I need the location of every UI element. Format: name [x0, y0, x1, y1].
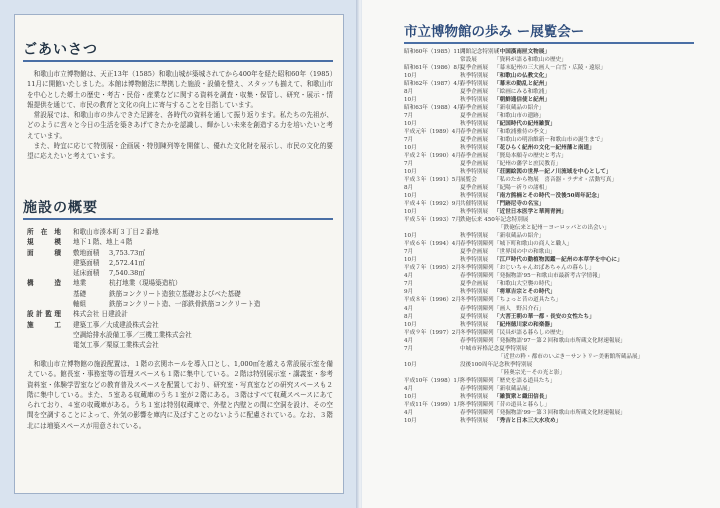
exhibition-type: 秋季特別展	[460, 393, 488, 400]
exhibition-type: 夏季企画展	[460, 113, 488, 120]
facility-row	[27, 299, 333, 309]
exhibition-title: 「幕末紀州の三大画人－白雪・広陵・遠原」	[494, 65, 606, 72]
exhibition-date: 7月	[404, 137, 414, 144]
facility-row	[27, 227, 333, 237]
exhibition-date: 4月	[404, 385, 414, 392]
exhibition-date: 昭和60年（1985）11月	[404, 49, 467, 55]
exhibition-type: 冬季特別陳列	[460, 265, 494, 272]
exhibition-date: 4月	[404, 273, 414, 280]
exhibition-title: 「近世日本医学と華岡青洲」	[494, 209, 567, 216]
exhibition-type: 秋季特別展	[460, 73, 488, 80]
exhibition-type: 春季特別陳列	[460, 385, 494, 392]
greeting-text	[27, 69, 333, 162]
exhibition-type: 共催特別展	[460, 201, 488, 208]
exhibition-row	[404, 152, 704, 160]
exhibition-title: 「画人 野呂介石」	[494, 305, 545, 312]
facility-heading	[23, 197, 333, 217]
exhibition-type: 夏季企画展	[460, 281, 488, 288]
exhibition-type: 春季特別陳列	[460, 305, 494, 312]
exhibition-row	[404, 224, 704, 232]
exhibition-row	[404, 353, 704, 361]
facility-value: 株式会社 日建設計	[73, 310, 128, 319]
exhibition-row	[404, 280, 704, 288]
greeting-paragraph: また、時宜に応じて特別展・企画展・特別陳列等を開催し、優れた文化財を展示し、市民の文化的要望に応えたいと考えています。	[27, 142, 333, 161]
exhibition-timeline	[404, 48, 704, 425]
right-page	[362, 0, 720, 508]
exhibition-date: 7月	[404, 249, 414, 256]
exhibition-type: 夏季企画展	[460, 161, 488, 168]
exhibition-type: 冬季特別陳列	[460, 297, 494, 304]
exhibition-type: 夏季特別展	[460, 313, 488, 320]
greeting-paragraph: 常設展では、和歌山市の歩んできた足跡を、各時代の資料を通して振り返ります。私たちの先祖が、どのように営々と今日の生活を築きあげてきたかを認識し、輝かしい未来を創造する力を培いたいと考えています。	[27, 111, 333, 140]
exhibition-date: 7月	[404, 281, 414, 288]
exhibition-type: 秋季特別展	[460, 257, 488, 264]
exhibition-title: 「民具が語る暮らしの歴史」	[494, 329, 567, 336]
facility-row	[27, 258, 333, 268]
exhibition-type: 春季特別陳列	[460, 337, 494, 344]
exhibition-type: 秋季特別展	[460, 121, 488, 128]
exhibition-title: 「世界国の中の和歌山」	[494, 249, 556, 256]
exhibition-type: 冬季特別陳列	[460, 377, 494, 384]
exhibition-date: 4月	[404, 409, 414, 416]
exhibition-type	[460, 369, 494, 377]
exhibition-type: 夏季企画展	[460, 89, 488, 96]
exhibition-row	[404, 321, 704, 329]
exhibition-title: 「新収蔵品の紹介」	[494, 105, 545, 112]
exhibition-type: 秋季特別展	[460, 145, 488, 152]
exhibition-title: 「和歌山市の遺跡」	[494, 113, 545, 120]
history-rule	[404, 42, 694, 44]
facility-value: 電気工事／栗原工業株式会社	[73, 341, 159, 350]
exhibition-title: 「陸奥宗光－その光と影」	[498, 369, 566, 376]
exhibition-title: 「新収蔵品の紹介」	[494, 233, 545, 240]
exhibition-row	[404, 192, 704, 200]
exhibition-title: 「新収蔵品展」	[494, 385, 534, 392]
exhibition-title: 「絵画にみる和歌浦」	[494, 89, 550, 96]
exhibition-row	[404, 401, 704, 409]
exhibition-type: 秋季特別展	[460, 233, 488, 240]
exhibition-type: 秋季特別展	[460, 97, 488, 104]
exhibition-type: 夏季企画展	[460, 137, 488, 144]
exhibition-row	[404, 272, 704, 280]
facility-value: 7,540.38㎡	[109, 269, 145, 278]
facility-value: 杭打地業（現場築造杭）	[109, 279, 182, 288]
facility-row	[27, 278, 333, 288]
exhibition-row	[404, 393, 704, 401]
exhibition-title: 「発掘物語'97－第２回和歌山市所蔵文化財速報展」	[494, 337, 626, 344]
exhibition-row	[404, 144, 704, 152]
exhibition-date: 平成７年（1995）2月	[404, 265, 461, 272]
exhibition-title: 「紀陽－祈りの諸相」	[494, 185, 550, 192]
exhibition-title: 「歴史を語る道具たち」	[494, 377, 556, 384]
exhibition-title: 「紀州徳川家の和楽器」	[494, 321, 556, 328]
facility-row	[27, 309, 333, 319]
exhibition-date: 4月	[404, 305, 414, 312]
facility-label: 所在地	[27, 228, 61, 236]
exhibition-row	[404, 385, 704, 393]
exhibition-title: 「城下町和歌山の商人と職人」	[494, 241, 573, 248]
exhibition-date: 平成11年（1999）1月	[404, 401, 463, 408]
exhibition-title: 「荘園絵図の世界－紀ノ川流域を中心として」	[494, 169, 612, 176]
facility-key: 地業	[73, 279, 87, 288]
exhibition-title: 「ちょっと昔の道具たち」	[494, 297, 562, 304]
facility-title: 施設の概要	[23, 200, 98, 216]
exhibition-row	[404, 305, 704, 313]
exhibition-title: 「大菩王朝の華一都・長安の女性たち」	[494, 313, 595, 320]
exhibition-date: 10月	[404, 257, 417, 264]
exhibition-date	[404, 224, 460, 232]
facility-table	[27, 227, 333, 351]
exhibition-row	[404, 88, 704, 96]
facility-key: 軸組	[73, 300, 87, 309]
exhibition-type: 夏季企画展	[460, 65, 488, 72]
left-page	[0, 0, 358, 508]
exhibition-type	[460, 353, 494, 361]
exhibition-date: 昭和61年（1986）8月	[404, 65, 463, 72]
exhibition-title: 「おじいちゃんおばあちゃんの暮らし」	[494, 265, 595, 272]
exhibition-title: 「近世の粋・都市のいぶき－サントリー美術館所蔵品展」	[498, 353, 644, 360]
greeting-rule	[23, 60, 333, 62]
exhibition-row	[404, 248, 704, 256]
facility-value: 地下１階、地上４階	[73, 238, 133, 247]
facility-row	[27, 237, 333, 247]
exhibition-date: 平成元年（1989）4月	[404, 129, 461, 136]
exhibition-type: 春季企画展	[460, 105, 488, 112]
exhibition-row	[404, 345, 704, 353]
exhibition-row	[404, 80, 704, 88]
exhibition-date: 10月	[404, 73, 417, 80]
exhibition-date: 8月	[404, 89, 414, 96]
facility-row	[27, 330, 333, 340]
exhibition-title: 「資料が語る和歌山の歴史」	[494, 57, 567, 64]
exhibition-date	[404, 353, 460, 361]
exhibition-type: 秋季特別展	[460, 289, 488, 296]
exhibition-date: 平成８年（1996）2月	[404, 297, 461, 304]
exhibition-type: 冬季特別陳列	[460, 401, 494, 408]
exhibition-row	[404, 112, 704, 120]
greeting-paragraph: 和歌山市立博物館は、天正13年（1585）和歌山城が築城されてから400年を経た昭和60年（1985）11月に開館いたしました。本館は博物館法に準拠した施設・設備を整え、スタッフも揃えて、和歌山市を中心とした郷土の歴史・考古・民俗・産業などに関する資料を調査・収集・保管し、研究・展示・情報提供を通じて、市民の教育と文化の向上に寄与することを目指しています。	[27, 70, 333, 109]
exhibition-type: 中城市昇格記念夏季特別展	[460, 345, 528, 352]
history-heading	[404, 20, 694, 44]
exhibition-title: 「雑賀衆と織田信長」	[494, 393, 550, 400]
facility-row	[27, 289, 333, 299]
exhibition-type: 常設展	[460, 57, 477, 64]
exhibition-row	[404, 176, 704, 184]
exhibition-row	[404, 337, 704, 345]
facility-key: 延床面積	[73, 269, 100, 278]
exhibition-row	[404, 184, 704, 192]
exhibition-date: 10月	[404, 233, 417, 240]
left-page-frame	[14, 14, 344, 494]
exhibition-title: 「朝鮮通信使と紀州」	[494, 97, 550, 104]
exhibition-row	[404, 264, 704, 272]
exhibition-row	[404, 417, 704, 425]
exhibition-date: 10月	[404, 193, 417, 200]
exhibition-date: 10月	[404, 393, 417, 400]
exhibition-title: 「賢島本願寺の歴史と考古」	[494, 153, 567, 160]
exhibition-type: 秋季特別展	[460, 169, 488, 176]
exhibition-date: 平成３年（1991）5月	[404, 177, 461, 184]
exhibition-row	[404, 48, 704, 56]
exhibition-row	[404, 216, 704, 224]
exhibition-row	[404, 136, 704, 144]
exhibition-date: 8月	[404, 185, 414, 192]
exhibition-type	[460, 224, 494, 232]
exhibition-type: 夏季企画展	[460, 185, 488, 192]
exhibition-row	[404, 96, 704, 104]
exhibition-date: 平成５年（1993）7月	[404, 217, 461, 224]
exhibition-row	[404, 64, 704, 72]
exhibition-row	[404, 313, 704, 321]
exhibition-date: 7月	[404, 161, 414, 168]
exhibition-date	[404, 369, 460, 377]
exhibition-row	[404, 288, 704, 296]
facility-label	[27, 289, 61, 299]
facility-label	[27, 330, 61, 340]
facility-value: 鉄筋コンクリート造、一部鉄骨鉄筋コンクリート造	[109, 300, 261, 309]
exhibition-date: 8月	[404, 313, 414, 320]
facility-value: 2,572.41㎡	[109, 258, 145, 267]
exhibition-row	[404, 232, 704, 240]
facility-label: 設計監理	[27, 310, 61, 319]
exhibition-title: 「鉄砲伝来と紀州－ヨーロッパとの出会い」	[498, 225, 610, 232]
facility-label	[27, 268, 61, 278]
facility-value: 鉄筋コンクリート造独立基礎およびベた基礎	[109, 289, 241, 298]
exhibition-row	[404, 329, 704, 337]
exhibition-type: 春季特別陳列	[460, 241, 494, 248]
facility-label: 施工	[27, 320, 61, 329]
exhibition-title: 「紀国時代の紀州雑賀」	[494, 121, 556, 128]
exhibition-title: 「南方熊楠とその時代－没後50周年記念」	[494, 193, 603, 200]
facility-rule	[23, 218, 333, 220]
facility-row	[27, 340, 333, 350]
exhibition-date: 10月	[404, 169, 417, 176]
greeting-heading	[23, 39, 333, 59]
exhibition-row	[404, 361, 704, 369]
exhibition-title: 「紀州の藩学と庶民教育」	[494, 161, 562, 168]
exhibition-type: 開館記念特別展	[460, 49, 500, 55]
exhibition-type: 秋季特別展	[460, 321, 488, 328]
exhibition-type: 鉄砲伝来 450年記念特別展	[460, 217, 529, 224]
exhibition-title: 「花ひらく紀州の文化－紀州藩と南道」	[494, 145, 595, 152]
exhibition-row	[404, 104, 704, 112]
exhibition-row	[404, 56, 704, 64]
exhibition-date: 平成４年（1992）9月	[404, 201, 461, 208]
exhibition-date: 平成10年（1998）1月	[404, 377, 463, 384]
facility-row	[27, 248, 333, 258]
exhibition-type: 展覧会	[460, 177, 477, 184]
exhibition-title: 「発掘物語'95－和歌山市最新考古学情報」	[494, 273, 604, 280]
exhibition-type: 夏季企画展	[460, 249, 488, 256]
exhibition-type: 春季特別展	[460, 81, 488, 88]
exhibition-title: 「和歌山の明治維新－和歌山市の誕生まで」	[494, 137, 606, 144]
facility-value: 和歌山市湊本町３丁目２番地	[73, 228, 159, 236]
exhibition-row	[404, 168, 704, 176]
exhibition-date: 10月	[404, 121, 417, 128]
facility-value: 3,753.73㎡	[109, 248, 145, 257]
exhibition-type: 春季企画展	[460, 153, 488, 160]
exhibition-date: 10月	[404, 417, 417, 424]
exhibition-row	[404, 208, 704, 216]
exhibition-date: 昭和62年（1987）4月	[404, 81, 463, 88]
exhibition-title: 「江戸時代の動植物図鑑－紀州の本草学を中心に」	[494, 257, 623, 264]
exhibition-date: 10月	[404, 97, 417, 104]
exhibition-date	[404, 56, 460, 64]
facility-label: 構造	[27, 279, 61, 288]
facility-label	[27, 258, 61, 268]
exhibition-title: 「将軍吉宗とその時代」	[494, 289, 556, 296]
exhibition-type: 春季特別陳列	[460, 273, 494, 280]
facility-key: 建築面積	[73, 258, 100, 267]
exhibition-row	[404, 200, 704, 208]
exhibition-title: 「秀吉と日本三大水攻め」	[494, 417, 562, 424]
exhibition-row	[404, 296, 704, 304]
greeting-title: ごあいさつ	[23, 42, 98, 58]
exhibition-type: 没後100周年記念秋季特別展	[460, 361, 533, 368]
facility-row	[27, 268, 333, 278]
exhibition-row	[404, 240, 704, 248]
exhibition-date: 10月	[404, 361, 417, 368]
facility-key: 敷地面積	[73, 248, 100, 257]
exhibition-row	[404, 369, 704, 377]
exhibition-title: 「和歌浦雅侍の李文」	[494, 129, 550, 136]
exhibition-type: 冬季特別陳列	[460, 329, 494, 336]
exhibition-row	[404, 128, 704, 136]
facility-description	[27, 359, 333, 431]
exhibition-type: 春季企画展	[460, 129, 488, 136]
exhibition-row	[404, 160, 704, 168]
facility-label: 面積	[27, 248, 61, 257]
exhibition-title: 「発掘物語'99－第３回和歌山市所蔵文化財速報展」	[494, 409, 626, 416]
exhibition-date: 9月	[404, 289, 414, 296]
facility-value: 空調給排水設備工事／三機工業株式会社	[73, 330, 192, 339]
exhibition-title	[494, 345, 704, 353]
exhibition-title: 「和歌山の仏教文化」	[494, 73, 550, 80]
facility-label	[27, 299, 61, 309]
exhibition-date: 平成６年（1994）4月	[404, 241, 461, 248]
exhibition-date: 10月	[404, 321, 417, 328]
exhibition-title: 「和歌山大空襲の時代」	[494, 281, 556, 288]
facility-description-text: 和歌山市立博物館の施設配置は、１階の玄関ホールを導入口とし、1,000㎡を越える常設展示室を備えている。館長室・事務室等の管理スペースも１階に集中している。２階は特別展示室・講義室・参考資料室・体験学習室などの教育普及スペースを配置しており、研究室・写真室などの研究スペースも２階に集中している。また、５室ある収蔵庫のうち１室が２階にある。３階はすべて収蔵スペースにあてられており、４室の収蔵庫がある。うち１室は特別収蔵庫で、外壁と内壁との間に空洞を設け、その空間を空調することによって、外気の影響を庫内に及ぼすことのないように配慮されている。なお、３階北には増築スペースが用意されている。	[27, 360, 333, 430]
exhibition-row	[404, 377, 704, 385]
exhibition-title: 「門跡尼寺の名宝」	[494, 201, 545, 208]
exhibition-row	[404, 409, 704, 417]
exhibition-title: 「中国漢南匣文物展」	[494, 49, 550, 55]
exhibition-type: 春季特別陳列	[460, 409, 494, 416]
exhibition-type: 秋季特別展	[460, 193, 488, 200]
exhibition-date: 昭和63年（1988）4月	[404, 105, 463, 112]
exhibition-title	[494, 361, 704, 369]
history-title: 市立博物館の歩み ー展覧会ー	[404, 24, 585, 40]
exhibition-type: 秋季特別展	[460, 209, 488, 216]
exhibition-row	[404, 256, 704, 264]
exhibition-type: 秋季特別展	[460, 417, 488, 424]
exhibition-date: 平成２年（1990）4月	[404, 153, 461, 160]
facility-label: 規模	[27, 238, 61, 247]
exhibition-date: 4月	[404, 337, 414, 344]
facility-value: 建築工事／大成建設株式会社	[73, 320, 159, 329]
exhibition-title	[494, 216, 704, 224]
exhibition-title: 「昔の道具と暮らし」	[494, 401, 550, 408]
exhibition-row	[404, 72, 704, 80]
facility-row	[27, 320, 333, 330]
exhibition-title: 「幕末の動乱と紀州」	[494, 81, 550, 88]
facility-label	[27, 340, 61, 350]
exhibition-date: 平成９年（1997）2月	[404, 329, 461, 336]
exhibition-date: 7月	[404, 113, 414, 120]
exhibition-date: 7月	[404, 345, 414, 352]
exhibition-title: 「私のたから物展 喜音器・ラヂオ・活動写真」	[494, 177, 617, 184]
exhibition-date: 10月	[404, 145, 417, 152]
exhibition-date: 10月	[404, 209, 417, 216]
exhibition-row	[404, 120, 704, 128]
facility-key: 基礎	[73, 289, 87, 298]
